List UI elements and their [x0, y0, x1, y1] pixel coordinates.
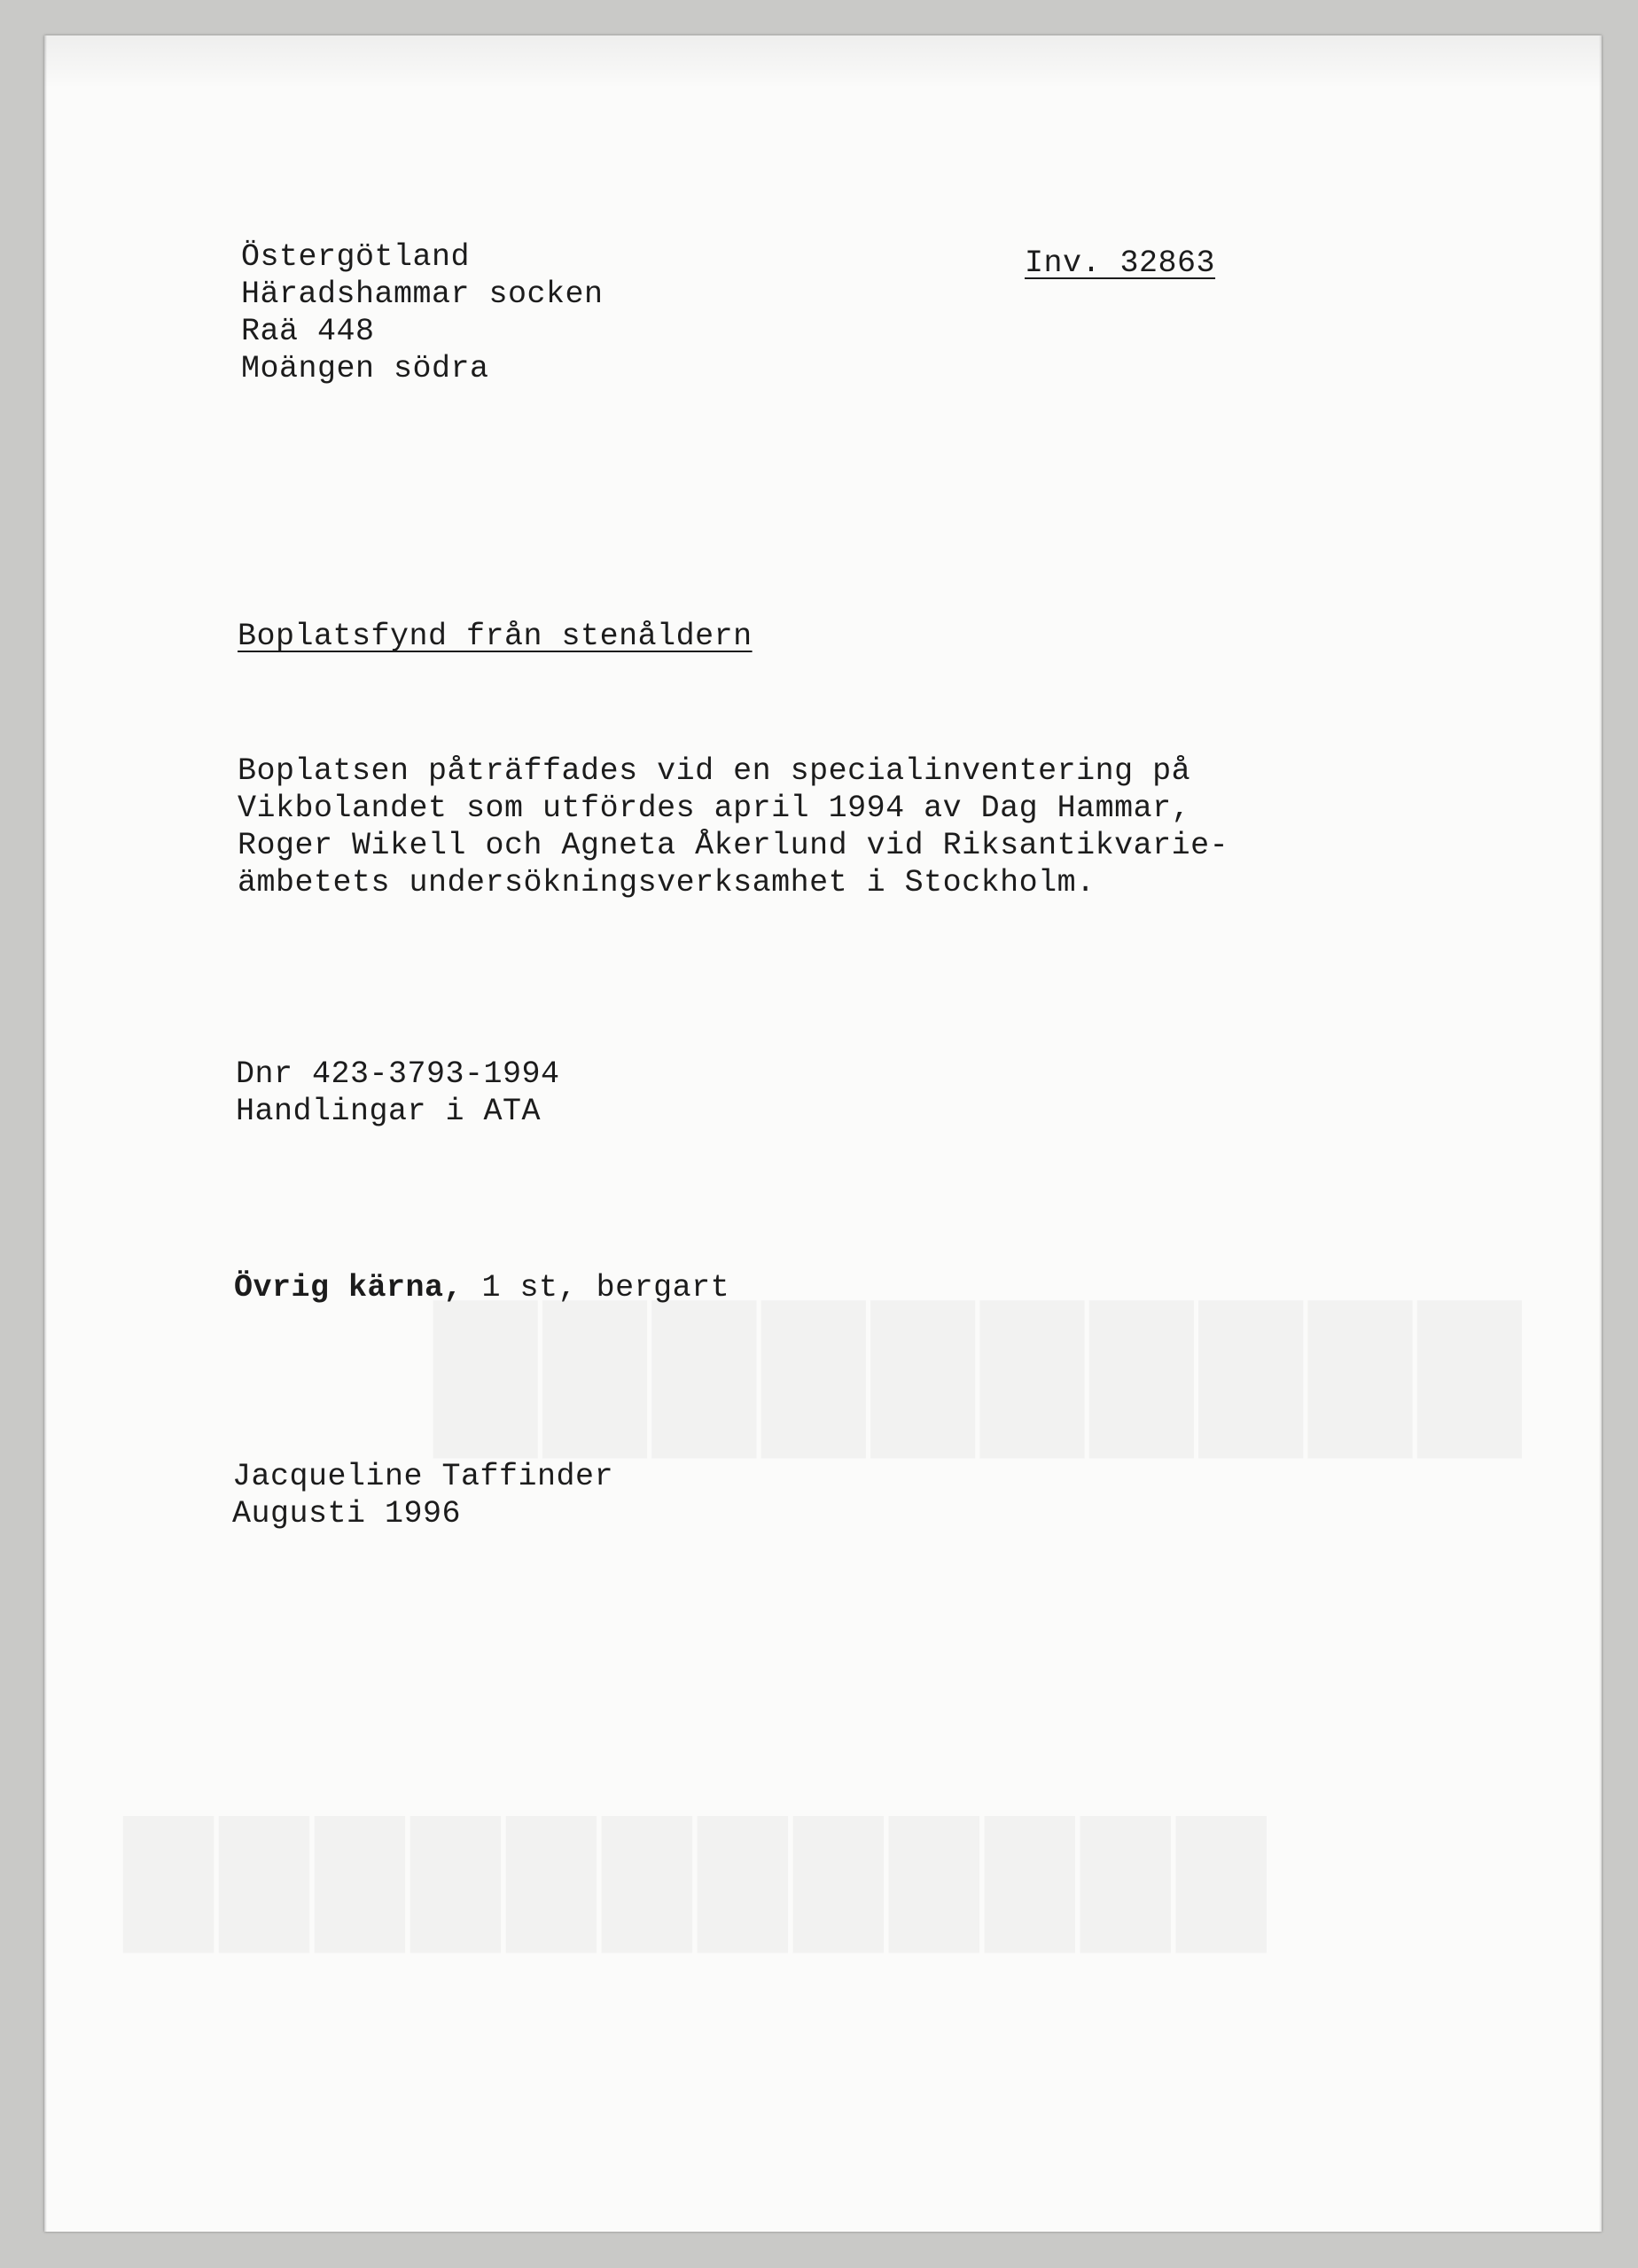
inventory-number: Inv. 32863 — [1025, 246, 1216, 281]
document-title: Boplatsfynd från stenåldern — [238, 619, 753, 654]
signature-date: Augusti 1996 — [232, 1496, 462, 1531]
find-entry — [234, 1269, 729, 1306]
location-site-name: Moängen södra — [241, 351, 489, 386]
location-parish: Häradshammar socken — [241, 277, 604, 312]
show-through-artifact-2 — [124, 1817, 1273, 1952]
find-detail: 1 st, bergart — [463, 1270, 730, 1305]
location-county: Östergötland — [241, 239, 471, 275]
reference-dnr: Dnr 423-3793-1994 — [236, 1056, 560, 1092]
body-line-3: Roger Wikell och Agneta Åkerlund vid Riksantikvarie- — [238, 828, 1229, 863]
body-line-4: ämbetets undersökningsverksamhet i Stockholm. — [238, 865, 1096, 900]
signature-name: Jacqueline Taffinder — [232, 1459, 614, 1494]
body-line-2: Vikbolandet som utfördes april 1994 av Dag Hammar, — [238, 791, 1191, 826]
reference-handlingar: Handlingar i ATA — [236, 1094, 542, 1129]
sheet-right-edge-shadow — [1599, 35, 1602, 2232]
sheet-left-edge-shadow — [44, 35, 47, 2232]
show-through-artifact-1 — [434, 1303, 1528, 1457]
find-label: Övrig kärna, — [234, 1270, 464, 1305]
location-raa-number: Raä 448 — [241, 314, 375, 349]
body-line-1: Boplatsen påträffades vid en specialinventering på — [238, 753, 1191, 789]
document-sheet — [44, 35, 1602, 2232]
sheet-top-edge-shadow — [44, 35, 1602, 89]
